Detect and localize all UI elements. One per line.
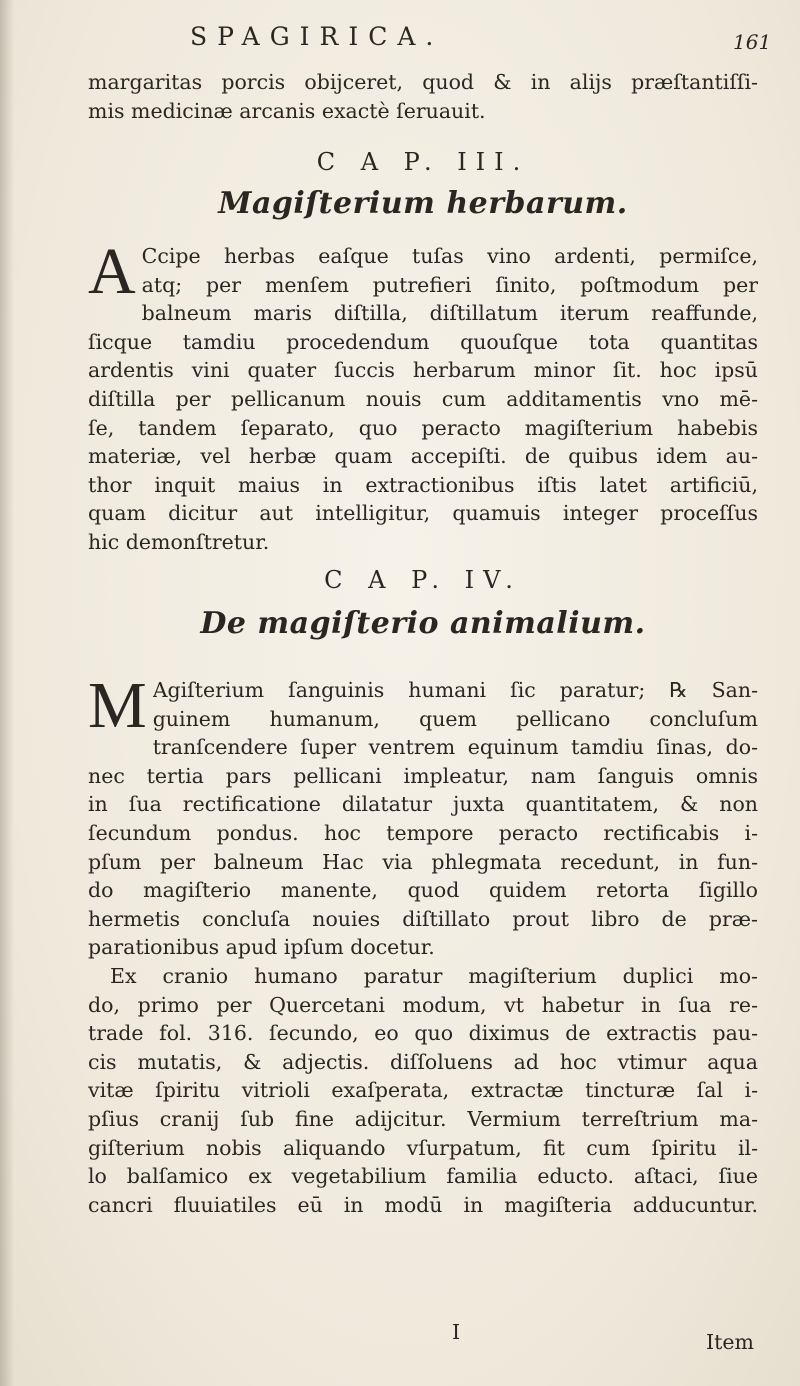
text-line: giſterium nobis aliquando vſurpatum, fit cum ſpiritu il- — [88, 1135, 758, 1160]
text-line: in ſua rectificatione dilatatur juxta quantitatem, & non — [88, 792, 758, 817]
text-line: ſe, tandem ſeparato, quo peracto magiſterium habebis — [88, 415, 758, 440]
chapter-heading: C A P. III. — [316, 148, 530, 176]
text-line: hermetis concluſa nouies diſtillato prout libro de præ- — [88, 906, 758, 931]
text-line: tranſcendere ſuper ventrem equinum tamdiu ſinas, do- — [152, 735, 758, 760]
text-line: trade fol. 316. ſecundo, eo quo diximus de extractis pau- — [88, 1021, 758, 1046]
text-line: do magiſterio manente, quod quidem retorta ſigillo — [88, 878, 758, 903]
text-line: ſicque tamdiu procedendum quouſque tota quantitas — [88, 329, 758, 354]
text-line: ardentis vini quater ſuccis herbarum minor ſit. hoc ipsū — [88, 358, 758, 383]
chapter-4-paragraph — [88, 669, 758, 1219]
chapter-title: Magiſterium herbarum. — [218, 186, 628, 221]
text-line: thor inquit maius in extractionibus iſtis latet artificiū, — [88, 472, 758, 497]
text-line: mis medicinæ arcanis exactè ſeruauit. — [88, 98, 486, 123]
text-line: Ex cranio humano paratur magiſterium duplici mo- — [110, 963, 758, 988]
text-line: materiæ, vel herbæ quam accepiſti. de quibus idem au- — [88, 444, 758, 469]
catchword: Item — [706, 1330, 754, 1354]
binding-shadow — [0, 0, 14, 1386]
text-line: ſecundum pondus. hoc tempore peracto rectificabis i- — [88, 820, 758, 845]
text-line: guinem humanum, quem pellicano concluſum — [152, 706, 758, 731]
text-line: pſum per balneum Hac via phlegmata recedunt, in fun- — [88, 849, 758, 874]
text-line: hic demonſtretur. — [88, 529, 270, 554]
text-line: Agiſterium ſanguinis humani ſic paratur; ℞ San- — [152, 678, 758, 702]
text-line: balneum maris diſtilla, diſtillatum iterum reaffunde, — [141, 301, 758, 326]
text-line: Ccipe herbas eaſque tuſas vino ardenti, permiſce, — [141, 244, 758, 268]
text-line: margaritas porcis obijceret, quod & in alijs præſtantiſſi- — [88, 70, 758, 94]
text-line: quam dicitur aut intelligitur, quamuis integer proceſſus — [88, 501, 758, 526]
text-line: diſtilla per pellicanum nouis cum additamentis vno mē- — [88, 386, 758, 411]
text-line: cis mutatis, & adjectis. diſſoluens ad hoc vtimur aqua — [88, 1049, 758, 1074]
text-line: do, primo per Quercetani modum, vt habetur in ſua re- — [88, 992, 758, 1017]
text-line: cancri fluuiatiles eū in modū in magiſteria adducuntur. — [88, 1192, 758, 1217]
text-line: atq; per menſem putrefieri ſinito, poſtmodum per — [141, 272, 758, 297]
chapter-heading: C A P. IV. — [324, 566, 522, 594]
drop-cap: M — [88, 669, 147, 742]
text-line: vitæ ſpiritu vitrioli exaſperata, extractæ tincturæ ſal i- — [88, 1078, 758, 1103]
text-line: lo balſamico ex vegetabilium familia educto. aſtaci, ſiue — [88, 1164, 758, 1189]
page-number: 161 — [733, 30, 772, 54]
running-head: SPAGIRICA. — [190, 22, 444, 51]
drop-cap: A — [88, 235, 136, 308]
intro-paragraph — [88, 68, 758, 125]
signature-mark: I — [452, 1320, 461, 1344]
text-line: parationibus apud ipſum docetur. — [88, 935, 435, 960]
text-line: nec tertia pars pellicani impleatur, nam ſanguis omnis — [88, 763, 758, 788]
chapter-title: De magiſterio animalium. — [200, 606, 646, 641]
chapter-3-paragraph — [88, 235, 758, 557]
text-line: pſius cranij ſub fine adijcitur. Vermium terreſtrium ma- — [88, 1106, 758, 1131]
